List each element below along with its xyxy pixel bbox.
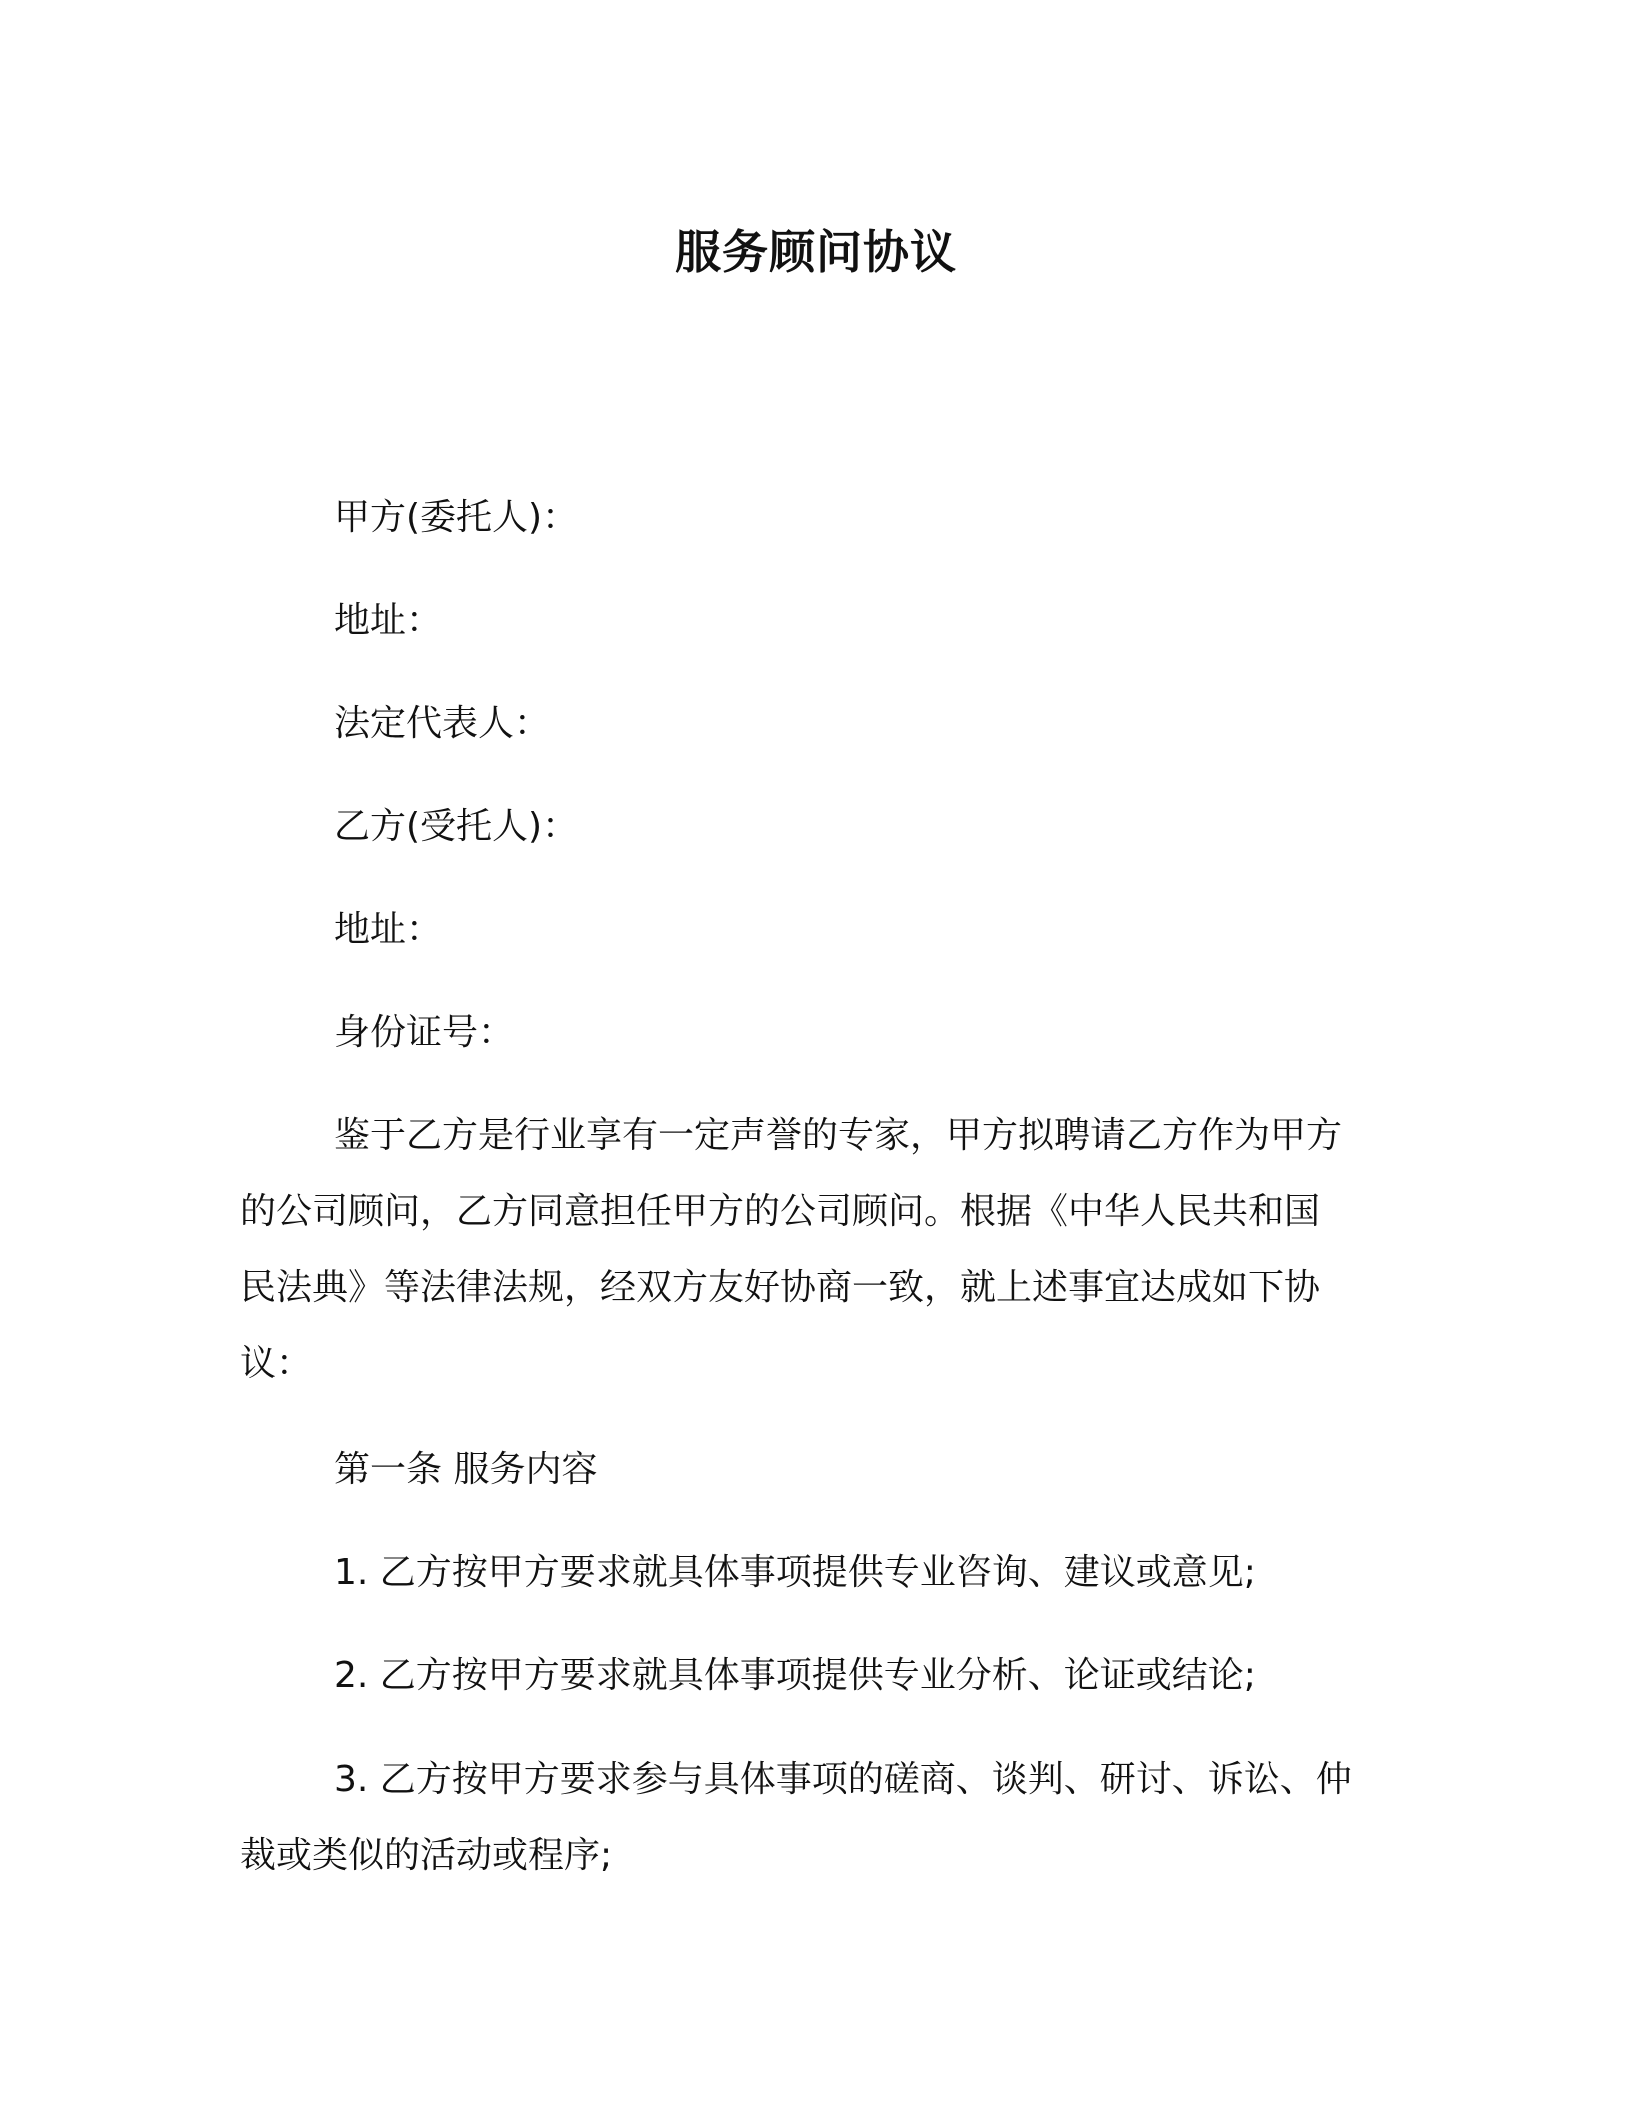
- party-b-name-field: 乙方(受托人)：: [334, 806, 579, 847]
- id-number-field: 身份证号：: [334, 1012, 515, 1053]
- legal-representative-field: 法定代表人：: [334, 703, 551, 744]
- document-title: 服务顾问协议: [675, 225, 957, 279]
- article-1-item-1: 1. 乙方按甲方要求就具体事项提供专业咨询、建议或意见;: [334, 1552, 1256, 1593]
- article-1-heading: 第一条 服务内容: [334, 1449, 598, 1490]
- article-1-item-3-continued: 裁或类似的活动或程序;: [240, 1835, 613, 1876]
- preamble-line: 议：: [240, 1343, 313, 1384]
- article-1-item-2: 2. 乙方按甲方要求就具体事项提供专业分析、论证或结论;: [334, 1655, 1256, 1696]
- preamble-line: 的公司顾问，乙方同意担任甲方的公司顾问。根据《中华人民共和国: [240, 1191, 1321, 1232]
- party-b-address-field: 地址：: [334, 909, 443, 950]
- party-a-name-field: 甲方(委托人)：: [334, 497, 579, 538]
- article-1-item-3: 3. 乙方按甲方要求参与具体事项的磋商、谈判、研讨、诉讼、仲: [334, 1759, 1352, 1800]
- preamble-line: 鉴于乙方是行业享有一定声誉的专家，甲方拟聘请乙方作为甲方: [334, 1115, 1343, 1156]
- preamble-line: 民法典》等法律法规，经双方友好协商一致，就上述事宜达成如下协: [240, 1267, 1321, 1308]
- party-a-address-field: 地址：: [334, 600, 443, 641]
